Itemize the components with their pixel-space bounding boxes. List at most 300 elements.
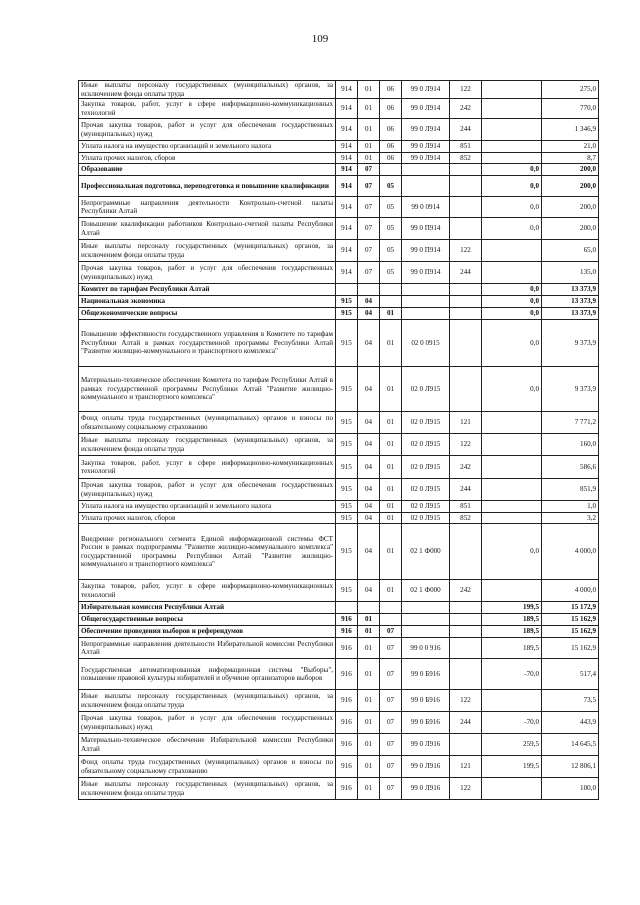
cell-subsection: 01 (380, 580, 402, 602)
table-row (79, 756, 599, 778)
cell-amount-change: 0,0 (482, 320, 542, 367)
table-row (79, 501, 599, 513)
cell-section: 01 (358, 778, 380, 800)
cell-section: 04 (358, 434, 380, 456)
page-number: 109 (311, 33, 329, 45)
cell-ved: 915 (336, 367, 358, 412)
cell-section: 01 (358, 712, 380, 734)
table-row (79, 412, 599, 434)
cell-name: Комитет по тарифам Республики Алтай (79, 284, 336, 296)
cell-amount-change (482, 513, 542, 524)
cell-amount-total: 21,0 (542, 141, 599, 153)
cell-amount-total: 443,9 (542, 712, 599, 734)
cell-expense-type (450, 614, 482, 626)
budget-table (78, 80, 599, 800)
cell-target-article: 99 0 Л916 (402, 734, 450, 756)
cell-expense-type: 852 (450, 153, 482, 164)
table-row (79, 164, 599, 176)
cell-ved (336, 602, 358, 614)
cell-target-article: 02 0 Л915 (402, 513, 450, 524)
cell-ved: 915 (336, 479, 358, 501)
cell-name: Прочая закупка товаров, работ и услуг для обеспечения государственных (муниципальных) нужд (79, 119, 336, 141)
cell-amount-total: 12 806,1 (542, 756, 599, 778)
table-row (79, 712, 599, 734)
cell-ved: 916 (336, 638, 358, 659)
cell-name: Уплата налога на имущество организаций и земельного налога (79, 501, 336, 513)
cell-name: Материально-техническое обеспечение Комитета по тарифам Республики Алтай в рамках государственной программы Республики Алтай "Развитие жилищно-коммунального и транспортного комплекса" (79, 367, 336, 412)
cell-target-article (402, 308, 450, 320)
cell-subsection: 01 (380, 524, 402, 580)
cell-expense-type: 122 (450, 778, 482, 800)
cell-name: Уплата прочих налогов, сборов (79, 153, 336, 164)
cell-target-article (402, 284, 450, 296)
cell-expense-type (450, 197, 482, 218)
cell-name: Иные выплаты персоналу государственных (муниципальных) органов, за исключением фонда оплаты труда (79, 240, 336, 262)
cell-section: 07 (358, 176, 380, 197)
cell-target-article: 02 0 Л915 (402, 367, 450, 412)
cell-expense-type (450, 284, 482, 296)
table-row (79, 456, 599, 479)
cell-target-article: 99 0 0 916 (402, 638, 450, 659)
cell-target-article (402, 626, 450, 638)
cell-amount-change (482, 479, 542, 501)
cell-section: 01 (358, 119, 380, 141)
cell-amount-total: 9 373,9 (542, 367, 599, 412)
cell-section: 01 (358, 141, 380, 153)
cell-name: Материально-техническое обеспечение Избирательной комиссии Республики Алтай (79, 734, 336, 756)
cell-ved: 915 (336, 308, 358, 320)
table-row (79, 778, 599, 800)
cell-target-article: 02 1 Ф000 (402, 524, 450, 580)
cell-expense-type: 852 (450, 513, 482, 524)
cell-amount-total: 586,6 (542, 456, 599, 479)
cell-section: 07 (358, 164, 380, 176)
cell-subsection: 06 (380, 81, 402, 99)
table-row (79, 308, 599, 320)
cell-ved: 916 (336, 734, 358, 756)
cell-subsection: 07 (380, 734, 402, 756)
cell-amount-total: 851,9 (542, 479, 599, 501)
cell-amount-total: 13 373,9 (542, 296, 599, 308)
cell-target-article: 99 0 Б916 (402, 690, 450, 712)
cell-subsection: 06 (380, 141, 402, 153)
cell-section: 01 (358, 638, 380, 659)
cell-section: 01 (358, 690, 380, 712)
table-row (79, 262, 599, 284)
cell-amount-change (482, 778, 542, 800)
cell-target-article: 99 0 Л914 (402, 119, 450, 141)
cell-amount-total: 200,0 (542, 164, 599, 176)
cell-amount-change (482, 501, 542, 513)
table-row (79, 524, 599, 580)
cell-amount-total: 517,4 (542, 659, 599, 690)
cell-ved: 914 (336, 119, 358, 141)
cell-subsection (380, 602, 402, 614)
cell-expense-type (450, 308, 482, 320)
table-row (79, 197, 599, 218)
table-row (79, 218, 599, 240)
cell-section: 01 (358, 734, 380, 756)
cell-amount-total: 200,0 (542, 176, 599, 197)
cell-subsection: 07 (380, 690, 402, 712)
cell-expense-type: 851 (450, 141, 482, 153)
cell-amount-total: 14 645,5 (542, 734, 599, 756)
table-row (79, 690, 599, 712)
cell-target-article: 02 0 0915 (402, 320, 450, 367)
cell-target-article: 99 0 Л914 (402, 99, 450, 119)
cell-amount-total: 1,0 (542, 501, 599, 513)
cell-name: Избирательная комиссия Республики Алтай (79, 602, 336, 614)
cell-name: Общеэкономические вопросы (79, 308, 336, 320)
cell-subsection: 05 (380, 240, 402, 262)
cell-section: 01 (358, 99, 380, 119)
cell-section (358, 284, 380, 296)
cell-expense-type: 122 (450, 240, 482, 262)
cell-amount-change: 0,0 (482, 284, 542, 296)
cell-name: Иные выплаты персоналу государственных (муниципальных) органов, за исключением фонда оплаты труда (79, 778, 336, 800)
cell-amount-change (482, 81, 542, 99)
table-row (79, 119, 599, 141)
cell-expense-type: 851 (450, 501, 482, 513)
cell-subsection: 05 (380, 176, 402, 197)
cell-target-article: 02 0 Л915 (402, 456, 450, 479)
cell-target-article: 99 0 Б916 (402, 712, 450, 734)
cell-target-article: 99 0 Б916 (402, 659, 450, 690)
cell-expense-type (450, 164, 482, 176)
cell-target-article: 99 0 Л916 (402, 778, 450, 800)
cell-ved (336, 284, 358, 296)
cell-target-article (402, 296, 450, 308)
cell-target-article: 99 0 Л914 (402, 153, 450, 164)
cell-section: 07 (358, 262, 380, 284)
cell-amount-total: 1 346,9 (542, 119, 599, 141)
table-row (79, 434, 599, 456)
cell-subsection: 01 (380, 513, 402, 524)
cell-ved: 916 (336, 626, 358, 638)
cell-subsection: 05 (380, 218, 402, 240)
cell-ved: 914 (336, 141, 358, 153)
cell-section: 01 (358, 614, 380, 626)
cell-amount-total: 275,0 (542, 81, 599, 99)
cell-ved: 915 (336, 501, 358, 513)
cell-amount-change (482, 153, 542, 164)
cell-subsection (380, 164, 402, 176)
cell-target-article: 99 0 Л916 (402, 756, 450, 778)
cell-section: 01 (358, 153, 380, 164)
cell-amount-total: 8,7 (542, 153, 599, 164)
cell-target-article (402, 614, 450, 626)
cell-expense-type (450, 638, 482, 659)
cell-target-article: 02 0 Л915 (402, 479, 450, 501)
cell-expense-type: 244 (450, 119, 482, 141)
table-row (79, 153, 599, 164)
cell-section: 04 (358, 580, 380, 602)
cell-subsection: 06 (380, 99, 402, 119)
cell-subsection (380, 296, 402, 308)
table-row (79, 99, 599, 119)
cell-ved: 916 (336, 614, 358, 626)
cell-ved: 915 (336, 524, 358, 580)
cell-ved: 914 (336, 164, 358, 176)
cell-amount-change: 0,0 (482, 218, 542, 240)
cell-subsection: 01 (380, 501, 402, 513)
cell-amount-total: 9 373,9 (542, 320, 599, 367)
cell-target-article: 99 0 Л914 (402, 141, 450, 153)
cell-section: 04 (358, 320, 380, 367)
cell-expense-type (450, 218, 482, 240)
cell-expense-type (450, 524, 482, 580)
cell-expense-type (450, 659, 482, 690)
cell-target-article (402, 176, 450, 197)
cell-name: Закупка товаров, работ, услуг в сфере информационно-коммуникационных технологий (79, 580, 336, 602)
cell-subsection: 06 (380, 153, 402, 164)
cell-amount-total: 13 373,9 (542, 284, 599, 296)
cell-amount-total: 200,0 (542, 218, 599, 240)
cell-expense-type: 244 (450, 479, 482, 501)
cell-subsection: 01 (380, 412, 402, 434)
cell-subsection: 01 (380, 456, 402, 479)
cell-amount-change: 0,0 (482, 164, 542, 176)
cell-section: 01 (358, 659, 380, 690)
cell-expense-type: 121 (450, 756, 482, 778)
cell-subsection (380, 284, 402, 296)
cell-amount-change: 189,5 (482, 614, 542, 626)
table-row (79, 296, 599, 308)
cell-section: 01 (358, 81, 380, 99)
cell-expense-type: 122 (450, 690, 482, 712)
cell-expense-type: 242 (450, 99, 482, 119)
table-row (79, 602, 599, 614)
cell-amount-change (482, 580, 542, 602)
table-row (79, 284, 599, 296)
cell-name: Повышение квалификации работников Контрольно-счетной палаты Республики Алтай (79, 218, 336, 240)
cell-amount-change: -70,0 (482, 659, 542, 690)
cell-name: Образование (79, 164, 336, 176)
table-row (79, 614, 599, 626)
cell-name: Национальная экономика (79, 296, 336, 308)
table-row (79, 659, 599, 690)
cell-section: 04 (358, 524, 380, 580)
cell-subsection: 07 (380, 756, 402, 778)
cell-amount-change: 0,0 (482, 524, 542, 580)
cell-ved: 915 (336, 434, 358, 456)
cell-ved: 914 (336, 153, 358, 164)
table-row (79, 367, 599, 412)
cell-amount-change: 0,0 (482, 176, 542, 197)
cell-amount-change: 199,5 (482, 756, 542, 778)
cell-subsection: 01 (380, 308, 402, 320)
cell-target-article: 99 0 Л914 (402, 81, 450, 99)
cell-amount-change (482, 262, 542, 284)
cell-expense-type: 122 (450, 81, 482, 99)
cell-ved: 914 (336, 240, 358, 262)
cell-ved: 915 (336, 513, 358, 524)
cell-section: 04 (358, 308, 380, 320)
cell-target-article: 02 0 Л915 (402, 412, 450, 434)
cell-section: 07 (358, 197, 380, 218)
cell-section: 07 (358, 240, 380, 262)
cell-amount-change: 199,5 (482, 602, 542, 614)
cell-amount-change (482, 690, 542, 712)
cell-name: Уплата прочих налогов, сборов (79, 513, 336, 524)
cell-amount-change: 0,0 (482, 308, 542, 320)
cell-amount-change (482, 434, 542, 456)
cell-section: 07 (358, 218, 380, 240)
cell-amount-total: 4 000,0 (542, 580, 599, 602)
cell-amount-total: 65,0 (542, 240, 599, 262)
cell-target-article: 99 0 П914 (402, 262, 450, 284)
cell-amount-change: 0,0 (482, 367, 542, 412)
cell-section: 01 (358, 756, 380, 778)
cell-ved: 914 (336, 218, 358, 240)
cell-amount-total: 4 000,0 (542, 524, 599, 580)
cell-amount-total: 15 162,9 (542, 614, 599, 626)
cell-section: 04 (358, 296, 380, 308)
cell-ved: 915 (336, 456, 358, 479)
cell-target-article (402, 602, 450, 614)
cell-target-article: 99 0 П914 (402, 240, 450, 262)
cell-name: Закупка товаров, работ, услуг в сфере информационно-коммуникационных технологий (79, 99, 336, 119)
cell-section: 04 (358, 412, 380, 434)
cell-expense-type (450, 734, 482, 756)
cell-amount-total: 15 162,9 (542, 626, 599, 638)
table-row (79, 580, 599, 602)
cell-subsection: 07 (380, 626, 402, 638)
cell-amount-change (482, 412, 542, 434)
cell-amount-change: 259,5 (482, 734, 542, 756)
cell-expense-type (450, 320, 482, 367)
cell-ved: 916 (336, 778, 358, 800)
cell-amount-change: 0,0 (482, 197, 542, 218)
cell-amount-total: 200,0 (542, 197, 599, 218)
cell-target-article: 02 0 Л915 (402, 501, 450, 513)
cell-target-article: 99 0 0914 (402, 197, 450, 218)
cell-section: 04 (358, 479, 380, 501)
cell-section: 04 (358, 513, 380, 524)
cell-ved: 915 (336, 296, 358, 308)
cell-ved: 916 (336, 712, 358, 734)
table-row (79, 626, 599, 638)
cell-ved: 916 (336, 659, 358, 690)
cell-name: Непрограммные направления деятельности Контрольно-счетной палаты Республики Алтай (79, 197, 336, 218)
cell-amount-total: 15 172,9 (542, 602, 599, 614)
cell-expense-type: 244 (450, 262, 482, 284)
cell-target-article (402, 164, 450, 176)
cell-name: Общегосударственные вопросы (79, 614, 336, 626)
cell-subsection: 07 (380, 659, 402, 690)
cell-subsection: 01 (380, 434, 402, 456)
table-row (79, 320, 599, 367)
cell-subsection: 05 (380, 197, 402, 218)
cell-name: Прочая закупка товаров, работ и услуг для обеспечения государственных (муниципальных) нужд (79, 712, 336, 734)
cell-amount-change (482, 240, 542, 262)
cell-amount-change: 0,0 (482, 296, 542, 308)
cell-subsection: 07 (380, 778, 402, 800)
cell-target-article: 02 0 Л915 (402, 434, 450, 456)
cell-amount-total: 3,2 (542, 513, 599, 524)
table-body (79, 81, 599, 800)
cell-ved: 914 (336, 176, 358, 197)
cell-subsection: 01 (380, 479, 402, 501)
cell-ved: 914 (336, 81, 358, 99)
cell-name: Обеспечение проведения выборов и референдумов (79, 626, 336, 638)
cell-subsection: 05 (380, 262, 402, 284)
table-row (79, 141, 599, 153)
cell-amount-total: 770,0 (542, 99, 599, 119)
cell-expense-type: 122 (450, 434, 482, 456)
cell-target-article: 02 1 Ф000 (402, 580, 450, 602)
cell-name: Фонд оплаты труда государственных (муниципальных) органов и взносы по обязательному социальному страхованию (79, 412, 336, 434)
cell-subsection: 07 (380, 712, 402, 734)
cell-subsection: 06 (380, 119, 402, 141)
cell-amount-change (482, 141, 542, 153)
cell-amount-change (482, 456, 542, 479)
cell-amount-total: 15 162,9 (542, 638, 599, 659)
cell-ved: 916 (336, 690, 358, 712)
table-row (79, 734, 599, 756)
cell-amount-change (482, 99, 542, 119)
cell-name: Иные выплаты персоналу государственных (муниципальных) органов, за исключением фонда оплаты труда (79, 81, 336, 99)
table-row (79, 176, 599, 197)
cell-name: Иные выплаты персоналу государственных (муниципальных) органов, за исключением фонда оплаты труда (79, 434, 336, 456)
cell-amount-total: 73,5 (542, 690, 599, 712)
cell-amount-change (482, 119, 542, 141)
cell-name: Прочая закупка товаров, работ и услуг для обеспечения государственных (муниципальных) нужд (79, 479, 336, 501)
table-row (79, 81, 599, 99)
cell-section: 01 (358, 626, 380, 638)
cell-subsection (380, 614, 402, 626)
cell-expense-type (450, 626, 482, 638)
cell-section (358, 602, 380, 614)
cell-amount-total: 7 771,2 (542, 412, 599, 434)
cell-expense-type (450, 176, 482, 197)
cell-ved: 915 (336, 412, 358, 434)
cell-section: 04 (358, 456, 380, 479)
cell-name: Иные выплаты персоналу государственных (муниципальных) органов, за исключением фонда оплаты труда (79, 690, 336, 712)
cell-expense-type: 244 (450, 712, 482, 734)
cell-name: Прочая закупка товаров, работ и услуг для обеспечения государственных (муниципальных) нужд (79, 262, 336, 284)
cell-name: Непрограммные направления деятельности Избирательной комиссии Республики Алтай (79, 638, 336, 659)
cell-subsection: 01 (380, 320, 402, 367)
table-row (79, 479, 599, 501)
cell-name: Уплата налога на имущество организаций и земельного налога (79, 141, 336, 153)
cell-amount-total: 160,0 (542, 434, 599, 456)
cell-section: 04 (358, 501, 380, 513)
cell-amount-change: 189,5 (482, 626, 542, 638)
cell-name: Государственная автоматизированная информационная система "Выборы", повышение правовой культуры избирателей и обучение организаторов выборов (79, 659, 336, 690)
cell-expense-type (450, 296, 482, 308)
cell-ved: 914 (336, 99, 358, 119)
cell-ved: 915 (336, 320, 358, 367)
cell-ved: 914 (336, 262, 358, 284)
cell-amount-total: 13 373,9 (542, 308, 599, 320)
cell-subsection: 01 (380, 367, 402, 412)
cell-name: Внедрение регионального сегмента Единой информационной системы ФСТ России в рамках подпрограммы "Развитие жилищно-коммунального комплекса" государственной программы Республики Алтай "Развитие жилищно-коммунального и транспортного комплекса" (79, 524, 336, 580)
table-row (79, 638, 599, 659)
cell-expense-type: 242 (450, 580, 482, 602)
cell-amount-total: 135,0 (542, 262, 599, 284)
cell-expense-type (450, 602, 482, 614)
table-row (79, 513, 599, 524)
cell-name: Профессиональная подготовка, переподготовка и повышение квалификации (79, 176, 336, 197)
cell-name: Закупка товаров, работ, услуг в сфере информационно-коммуникационных технологий (79, 456, 336, 479)
cell-target-article: 99 0 П914 (402, 218, 450, 240)
cell-name: Повышение эффективности государственного управления в Комитете по тарифам Республики Алтай в рамках государственной программы Республики Алтай "Развитие жилищно-коммунального и транспортного комплекса" (79, 320, 336, 367)
cell-expense-type: 121 (450, 412, 482, 434)
cell-ved: 914 (336, 197, 358, 218)
cell-amount-change: -70,0 (482, 712, 542, 734)
cell-ved: 915 (336, 580, 358, 602)
